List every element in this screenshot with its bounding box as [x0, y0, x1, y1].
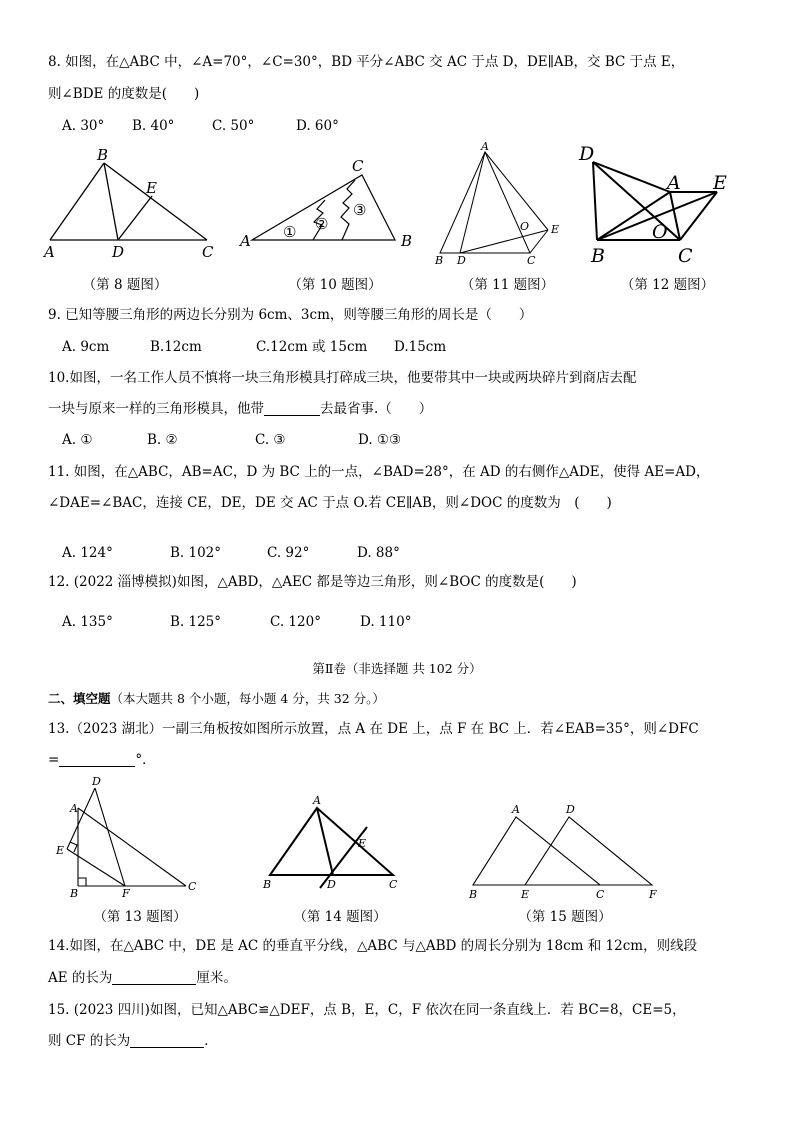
fig15-label-e: E — [521, 888, 530, 901]
fig8-label-b: B — [97, 146, 109, 164]
fig8-label-c: C — [202, 243, 214, 261]
fig11-label-d: D — [457, 254, 466, 267]
q10-answer-blank[interactable] — [264, 401, 320, 416]
figure-14 — [255, 790, 415, 900]
q10-line2-pre: 一块与原来一样的三角形模具，他带 — [48, 401, 264, 417]
q14-line2-pre: AE 的长为 — [48, 970, 113, 986]
q11-choices — [62, 543, 400, 563]
q11-line2: ∠DAE=∠BAC，连接 CE，DE，DE 交 AC 于点 O.若 CE∥AB，则∠DOC 的度数为 ( ) — [48, 495, 612, 511]
q8-line2: 则∠BDE 的度数是( ) — [48, 86, 200, 102]
q8-choice-c: C. 50° — [212, 118, 255, 134]
q12-choice-a: A. 135° — [62, 614, 113, 630]
fig10-caption: （第 10 题图） — [288, 277, 382, 293]
fig11-label-c: C — [527, 254, 536, 267]
q9-choices — [62, 337, 446, 357]
fig8-label-a: A — [44, 243, 55, 261]
q9-line1: 9. 已知等腰三角形的两边长分别为 6cm、3cm，则等腰三角形的周长是（ ） — [48, 307, 533, 323]
q10-choice-a: A. ① — [62, 432, 93, 448]
fig12-label-o: O — [652, 221, 668, 243]
fig13-label-a: A — [70, 802, 78, 815]
q9-choice-c: C.12cm 或 15cm — [256, 339, 368, 355]
fig13-label-d: D — [92, 775, 101, 788]
figure-12 — [575, 140, 745, 270]
q14-line2-post: 厘米。 — [196, 970, 237, 986]
q13-line2-post: °． — [135, 752, 156, 768]
fig14-label-c: C — [389, 878, 398, 891]
fig8-caption: （第 8 题图） — [82, 277, 168, 293]
q15-line2-post: ． — [204, 1033, 218, 1049]
q9-choice-a: A. 9cm — [62, 339, 110, 355]
figure-10 — [235, 155, 420, 255]
fig13-caption: （第 13 题图） — [93, 909, 187, 925]
fig15-label-a: A — [512, 803, 520, 816]
q9-choice-d: D.15cm — [394, 339, 447, 355]
q9-choice-b: B.12cm — [150, 339, 202, 355]
fig13-label-c: C — [188, 880, 197, 893]
fig10-piece-1: ① — [283, 223, 297, 241]
part2-title: 第Ⅱ卷（非选择题 共 102 分） — [312, 661, 482, 676]
q11-line1: 11. 如图，在△ABC，AB=AC，D 为 BC 上的一点，∠BAD=28°，在 AD 的右侧作△ADE，使得 AE=AD， — [48, 464, 710, 480]
q10-line2-post: 去最省事.（ ） — [320, 401, 433, 417]
fig10-piece-2: ② — [315, 215, 329, 233]
fig13-label-e: E — [56, 844, 65, 857]
fig11-label-a: A — [481, 140, 489, 153]
section2-title: 二、填空题 — [48, 691, 111, 706]
section2-desc: （本大题共 8 个小题，每小题 4 分，共 32 分。） — [110, 691, 385, 706]
q12-choice-d: D. 110° — [360, 614, 412, 630]
fig13-label-b: B — [70, 887, 79, 900]
fig12-caption: （第 12 题图） — [620, 277, 715, 293]
fig15-label-c: C — [596, 888, 605, 901]
q15-line2 — [48, 1031, 218, 1051]
fig10-label-b: B — [401, 232, 413, 250]
fig11-label-b: B — [435, 254, 444, 267]
q12-choice-b: B. 125° — [170, 614, 222, 630]
fig14-caption: （第 14 题图） — [293, 909, 387, 925]
fig14-label-e: E — [358, 837, 367, 850]
fig10-label-a: A — [240, 232, 251, 250]
fig10-label-c: C — [352, 157, 364, 175]
q11-choice-c: C. 92° — [267, 545, 310, 561]
q12-choices — [62, 612, 411, 632]
q11-choice-b: B. 102° — [170, 545, 222, 561]
fig11-label-e: E — [551, 223, 560, 236]
q14-answer-blank[interactable] — [112, 970, 196, 985]
q15-line1: 15. (2023 四川)如图，已知△ABC≌△DEF，点 B，E，C，F 依次在同一条直线上．若 BC=8，CE=5， — [48, 1002, 686, 1018]
q11-choice-d: D. 88° — [357, 545, 400, 561]
q14-line2 — [48, 968, 237, 988]
q10-choice-c: C. ③ — [255, 432, 286, 448]
q15-answer-blank[interactable] — [130, 1033, 204, 1048]
fig13-label-f: F — [122, 887, 130, 900]
q10-choice-d: D. ①③ — [358, 432, 402, 448]
fig15-label-f: F — [649, 888, 657, 901]
q12-line1: 12. (2022 淄博模拟)如图，△ABD，△AEC 都是等边三角形，则∠BOC 的度数是( ) — [48, 574, 577, 590]
fig15-label-b: B — [469, 888, 478, 901]
fig11-caption: （第 11 题图） — [460, 277, 555, 293]
fig12-label-e: E — [713, 172, 727, 194]
section2-heading — [48, 689, 385, 707]
q10-choices — [62, 430, 401, 450]
q8-choice-a: A. 30° — [62, 118, 105, 134]
fig14-label-a: A — [313, 794, 321, 807]
fig15-label-d: D — [566, 803, 575, 816]
fig12-label-a: A — [667, 172, 681, 194]
q8-choice-b: B. 40° — [132, 118, 175, 134]
q8-choices — [62, 116, 339, 136]
fig15-caption: （第 15 题图） — [518, 909, 612, 925]
fig12-label-d: D — [579, 143, 595, 165]
q15-line2-pre: 则 CF 的长为 — [48, 1033, 131, 1049]
figure-15 — [462, 795, 672, 900]
figure-13 — [50, 775, 210, 900]
q10-line2 — [48, 399, 432, 419]
figure-8 — [40, 145, 225, 265]
q11-choice-a: A. 124° — [62, 545, 113, 561]
fig14-label-d: D — [327, 878, 336, 891]
q10-choice-b: B. ② — [147, 432, 178, 448]
figure-11 — [430, 140, 565, 270]
q13-line1: 13.（2023 湖北）一副三角板按如图所示放置，点 A 在 DE 上，点 F 在 BC 上．若∠EAB=35°，则∠DFC — [48, 721, 699, 737]
fig12-label-c: C — [678, 245, 693, 267]
fig8-label-d: D — [112, 243, 125, 261]
q13-line2 — [48, 750, 156, 770]
fig8-label-e: E — [146, 179, 157, 197]
q13-answer-blank[interactable] — [59, 752, 135, 767]
q8-line1: 8. 如图，在△ABC 中，∠A=70°，∠C=30°，BD 平分∠ABC 交 AC 于点 D，DE∥AB，交 BC 于点 E， — [48, 54, 685, 70]
q10-line1: 10.如图，一名工作人员不慎将一块三角形模具打碎成三块，他要带其中一块或两块碎片到商店去配 — [48, 370, 637, 386]
fig12-label-b: B — [591, 245, 605, 267]
q13-line2-pre: = — [48, 752, 60, 768]
q14-line1: 14.如图，在△ABC 中，DE 是 AC 的垂直平分线，△ABC 与△ABD 的周长分别为 18cm 和 12cm，则线段 — [48, 938, 698, 954]
fig11-label-o: O — [520, 220, 530, 233]
q12-choice-c: C. 120° — [270, 614, 321, 630]
fig14-label-b: B — [263, 878, 272, 891]
q8-choice-d: D. 60° — [296, 118, 339, 134]
fig10-piece-3: ③ — [353, 201, 367, 219]
